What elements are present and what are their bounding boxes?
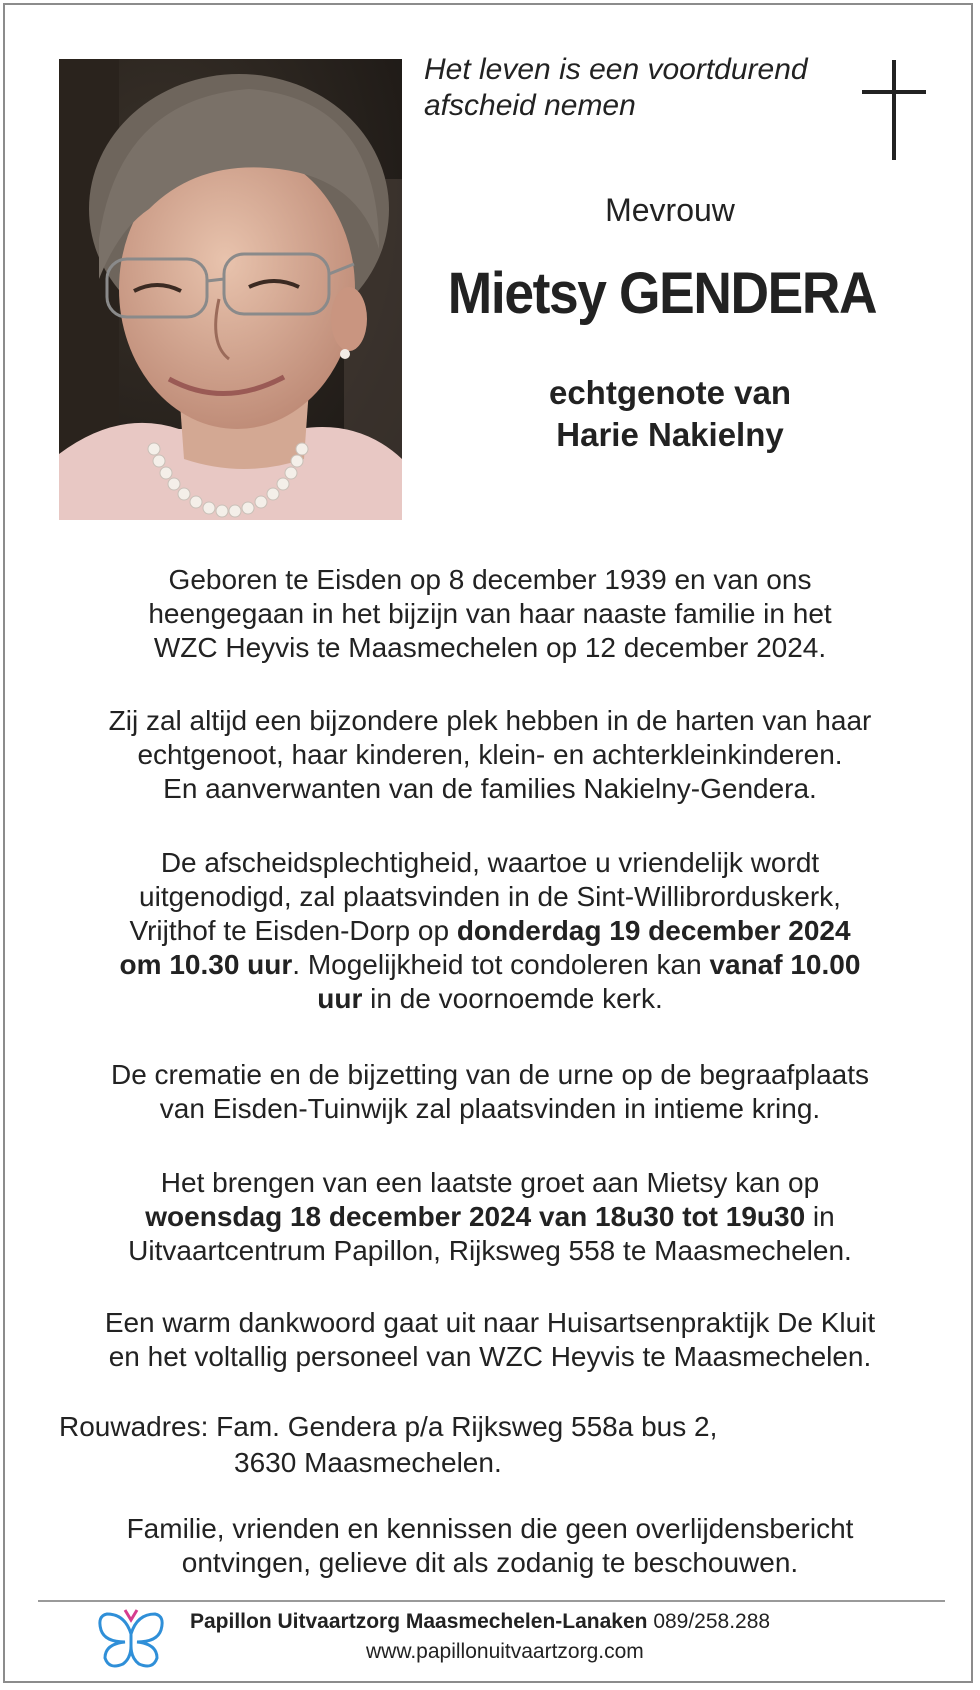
text-line: ontvingen, gelieve dit als zodanig te beschouwen. (181, 1547, 799, 1578)
text-line (40, 1200, 940, 1234)
text-line: De crematie en de bijzetting van de urne op de begraafplaats (110, 1059, 870, 1090)
text-span: in (805, 1201, 835, 1232)
text-line: En aanverwanten van de families Nakielny-Gendera. (163, 773, 817, 804)
motto-line-1: Het leven is een voortdurend (424, 53, 808, 86)
footer-divider (38, 1600, 945, 1602)
text-line: Een warm dankwoord gaat uit naar Huisartsenpraktijk De Kluit (104, 1307, 876, 1338)
company-website-link[interactable]: www.papillonuitvaartzorg.com (366, 1640, 644, 1663)
text-line: Uitvaartcentrum Papillon, Rijksweg 558 te Maasmechelen. (128, 1235, 852, 1266)
text-line: echtgenoot, haar kinderen, klein- en achterkleinkinderen. (137, 739, 843, 770)
text-span: . Mogelijkheid tot condoleren kan (292, 949, 710, 980)
deceased-name: Mietsy GENDERA (447, 261, 877, 326)
butterfly-logo-icon (95, 1608, 167, 1672)
cross-icon (862, 60, 926, 160)
thanks-paragraph (40, 1306, 940, 1374)
text-line (40, 982, 940, 1016)
ceremony-paragraph (40, 846, 940, 1016)
text-span: Vrijthof te Eisden-Dorp op (129, 915, 457, 946)
text-line: heengegaan in het bijzijn van haar naaste familie in het (148, 598, 832, 629)
text-line: Familie, vrienden en kennissen die geen overlijdensbericht (126, 1513, 854, 1544)
ceremony-date: donderdag 19 december 2024 (456, 915, 851, 946)
motto-line-2: afscheid nemen (424, 89, 636, 122)
birth-paragraph (40, 563, 940, 665)
spouse-info (470, 372, 870, 456)
text-span: in de voornoemde kerk. (362, 983, 663, 1014)
text-line: WZC Heyvis te Maasmechelen op 12 december 2024. (153, 632, 827, 663)
remembrance-paragraph (40, 704, 940, 806)
condolence-time: vanaf 10.00 (709, 949, 861, 980)
text-line: uitgenodigd, zal plaatsvinden in de Sint-Willibrorduskerk, (139, 881, 841, 912)
motto-quote (424, 52, 808, 124)
portrait-photo (59, 59, 402, 520)
text-line: Het brengen van een laatste groet aan Mietsy kan op (160, 1167, 820, 1198)
spouse-line-2: Harie Nakielny (556, 416, 784, 453)
text-line: van Eisden-Tuinwijk zal plaatsvinden in intieme kring. (159, 1093, 821, 1124)
company-phone: 089/258.288 (653, 1610, 771, 1633)
notice-paragraph (40, 1512, 940, 1580)
text-line: Zij zal altijd een bijzondere plek hebben in de harten van haar (108, 705, 872, 736)
text-line (40, 948, 940, 982)
visitation-date: woensdag 18 december 2024 van 18u30 tot 19u30 (145, 1201, 806, 1232)
cremation-paragraph (40, 1058, 940, 1126)
text-line: en het voltallig personeel van WZC Heyvis te Maasmechelen. (108, 1341, 872, 1372)
ceremony-time: om 10.30 uur (119, 949, 293, 980)
funeral-company (190, 1610, 770, 1634)
company-name: Papillon Uitvaartzorg Maasmechelen-Lanaken (190, 1610, 648, 1633)
text-line: De afscheidsplechtigheid, waartoe u vriendelijk wordt (160, 847, 820, 878)
text-line (40, 914, 940, 948)
mourning-address (59, 1409, 717, 1481)
address-line-2: 3630 Maasmechelen. (234, 1447, 502, 1478)
address-line-1: Rouwadres: Fam. Gendera p/a Rijksweg 558a bus 2, (59, 1411, 718, 1442)
text-line: Geboren te Eisden op 8 december 1939 en van ons (168, 564, 812, 595)
spouse-line-1: echtgenote van (548, 374, 792, 411)
condolence-time-unit: uur (317, 983, 363, 1014)
salutation: Mevrouw (605, 192, 735, 228)
visitation-paragraph (40, 1166, 940, 1268)
